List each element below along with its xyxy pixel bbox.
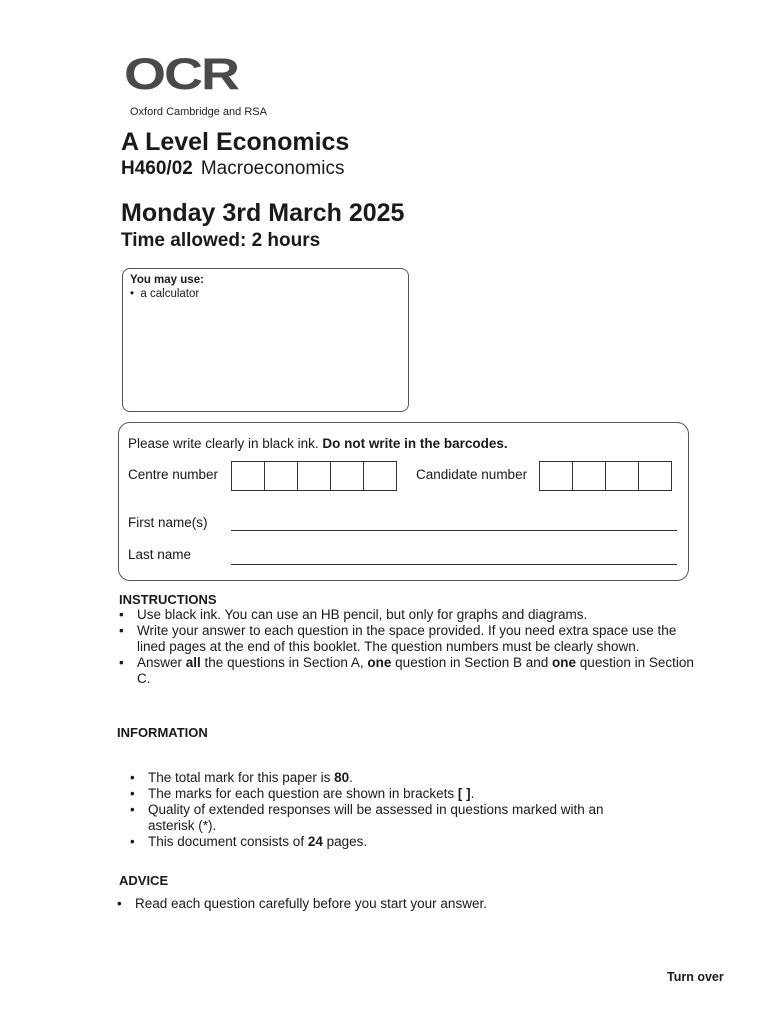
last-name-label: Last name [128, 547, 192, 562]
information-item: • The marks for each question are shown in brackets [ ]. [129, 786, 649, 802]
instructions-list [118, 607, 698, 687]
centre-digit-box[interactable] [231, 461, 265, 491]
logo-tagline: Oxford Cambridge and RSA [130, 106, 267, 118]
barcode-warning: Do not write in the barcodes. [322, 436, 508, 451]
advice-item: • Read each question carefully before you start your answer. [116, 896, 676, 912]
centre-number-boxes[interactable] [231, 461, 397, 491]
exam-date: Monday 3rd March 2025 [121, 199, 405, 227]
instruction-item: • Answer all the questions in Section A, one question in Section B and one question in Section C. [118, 655, 698, 687]
first-name-line[interactable] [231, 530, 677, 531]
first-name-label: First name(s) [128, 515, 208, 530]
candidate-digit-box[interactable] [572, 461, 606, 491]
last-name-line[interactable] [231, 564, 677, 565]
information-heading: INFORMATION [117, 725, 208, 740]
centre-digit-box[interactable] [330, 461, 364, 491]
turn-over-label: Turn over [667, 970, 724, 984]
time-allowed: Time allowed: 2 hours [121, 230, 321, 251]
information-item: • This document consists of 24 pages. [129, 834, 649, 850]
ocr-logo: OCR [124, 49, 238, 99]
centre-digit-box[interactable] [264, 461, 298, 491]
centre-number-label: Centre number [128, 467, 219, 482]
advice-list [116, 896, 676, 912]
candidate-digit-box[interactable] [605, 461, 639, 491]
qualification-title: A Level Economics [121, 128, 350, 156]
ink-notice: Please write clearly in black ink. Do not write in the barcodes. [128, 436, 508, 451]
candidate-number-boxes[interactable] [539, 461, 672, 491]
information-item: • Quality of extended responses will be assessed in questions marked with an asterisk (*). [129, 802, 649, 834]
centre-digit-box[interactable] [297, 461, 331, 491]
candidate-digit-box[interactable] [638, 461, 672, 491]
candidate-digit-box[interactable] [539, 461, 573, 491]
instruction-item: • Write your answer to each question in the space provided. If you need extra space use the lined pages at the end of this booklet. The question numbers must be clearly shown. [118, 623, 698, 655]
instructions-heading: INSTRUCTIONS [119, 592, 217, 607]
centre-digit-box[interactable] [363, 461, 397, 491]
paper-name: Macroeconomics [200, 158, 345, 179]
candidate-number-label: Candidate number [416, 467, 528, 482]
may-use-title: You may use: [130, 274, 204, 286]
paper-code-line [121, 158, 344, 180]
instruction-item: • Use black ink. You can use an HB pencil, but only for graphs and diagrams. [118, 607, 698, 623]
advice-heading: ADVICE [119, 873, 169, 888]
paper-code: H460/02 [121, 158, 193, 179]
may-use-item: • a calculator [130, 288, 200, 300]
information-item: • The total mark for this paper is 80. [129, 770, 649, 786]
information-list [129, 770, 649, 850]
